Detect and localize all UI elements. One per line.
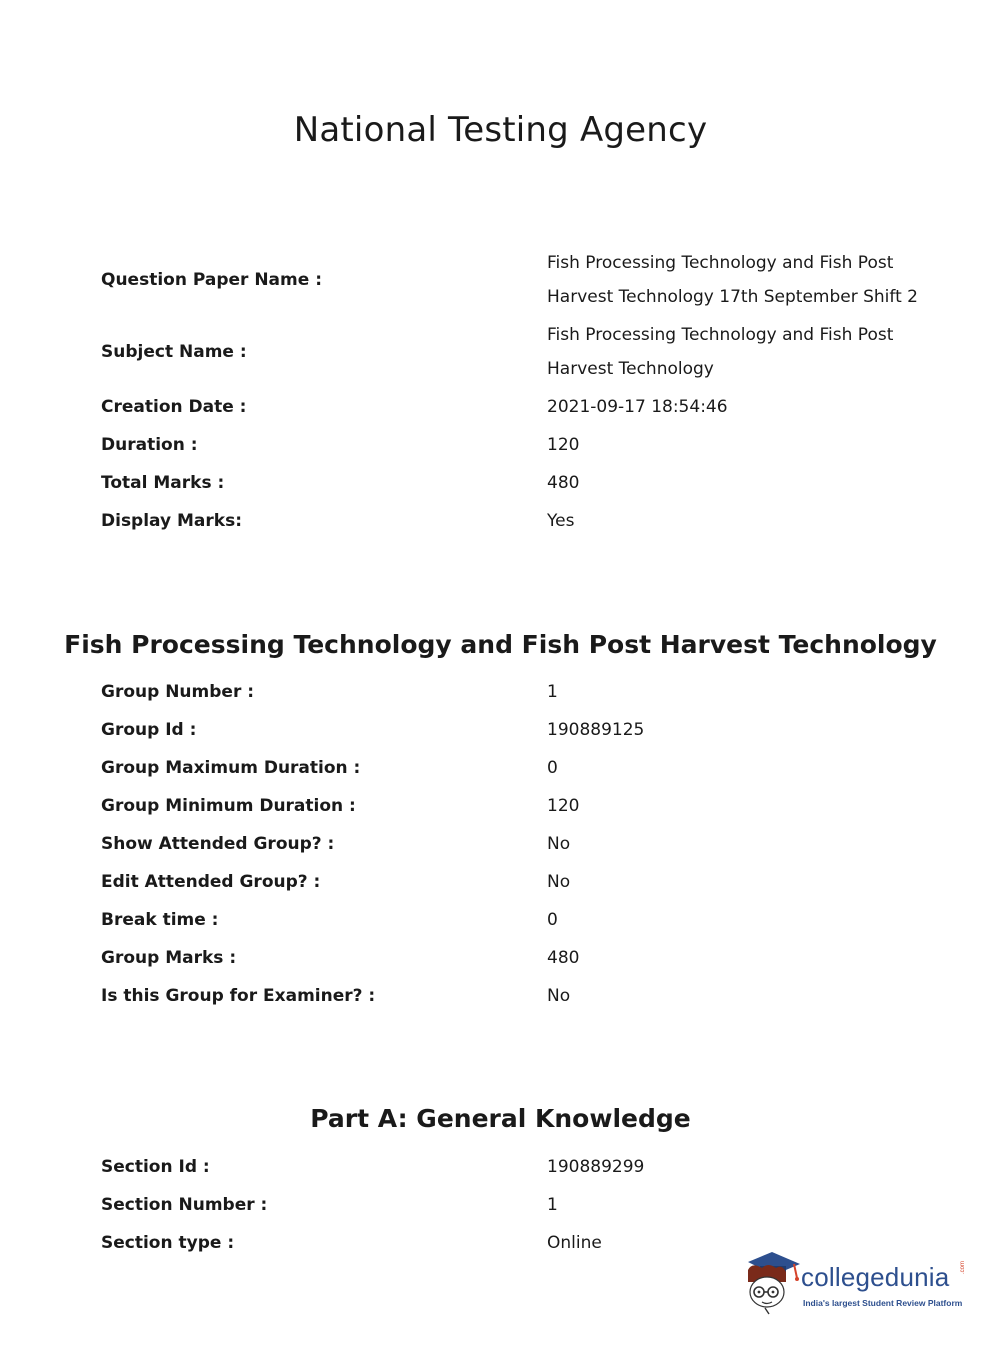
group-value: No <box>547 834 571 854</box>
logo-wordmark: collegedunia <box>801 1262 950 1292</box>
group-value: 120 <box>547 796 580 816</box>
group-label: Is this Group for Examiner? : <box>101 986 376 1006</box>
section-label: Section Id : <box>101 1157 210 1177</box>
info-label: Duration : <box>101 435 198 455</box>
group-label: Group Number : <box>101 682 255 702</box>
info-value: 120 <box>547 435 580 455</box>
group-label: Edit Attended Group? : <box>101 872 321 892</box>
group-value: No <box>547 986 571 1006</box>
group-label: Break time : <box>101 910 219 930</box>
group-section-title: Fish Processing Technology and Fish Post Harvest Technology <box>64 630 937 659</box>
group-value: 190889125 <box>547 720 645 740</box>
info-label: Total Marks : <box>101 473 225 493</box>
collegedunia-logo <box>742 1248 972 1318</box>
section-label: Section Number : <box>101 1195 268 1215</box>
page-title: National Testing Agency <box>293 110 708 150</box>
info-value: Fish Processing Technology and Fish Post Harvest Technology <box>547 325 894 379</box>
info-value: 480 <box>547 473 580 493</box>
group-label: Group Minimum Duration : <box>101 796 356 816</box>
info-value: 2021-09-17 18:54:46 <box>547 397 728 417</box>
info-label: Question Paper Name : <box>101 270 322 290</box>
logo-tagline: India's largest Student Review Platform <box>803 1298 963 1308</box>
info-label: Display Marks: <box>101 511 242 531</box>
logo-dotcom: .com <box>960 1260 966 1274</box>
info-label: Creation Date : <box>101 397 247 417</box>
group-label: Group Marks : <box>101 948 237 968</box>
section-value: 190889299 <box>547 1157 645 1177</box>
group-value: 1 <box>547 682 558 702</box>
group-value: No <box>547 872 571 892</box>
mascot-icon <box>742 1248 804 1318</box>
group-label: Group Maximum Duration : <box>101 758 361 778</box>
part-section-title: Part A: General Knowledge <box>310 1104 691 1133</box>
group-label: Show Attended Group? : <box>101 834 335 854</box>
section-value: 1 <box>547 1195 558 1215</box>
section-label: Section type : <box>101 1233 235 1253</box>
section-value: Online <box>547 1233 602 1253</box>
info-value: Yes <box>547 511 575 531</box>
group-value: 0 <box>547 910 558 930</box>
group-value: 0 <box>547 758 558 778</box>
info-label: Subject Name : <box>101 342 247 362</box>
group-value: 480 <box>547 948 580 968</box>
group-label: Group Id : <box>101 720 197 740</box>
info-value: Fish Processing Technology and Fish Post Harvest Technology 17th September Shift 2 <box>547 253 918 307</box>
